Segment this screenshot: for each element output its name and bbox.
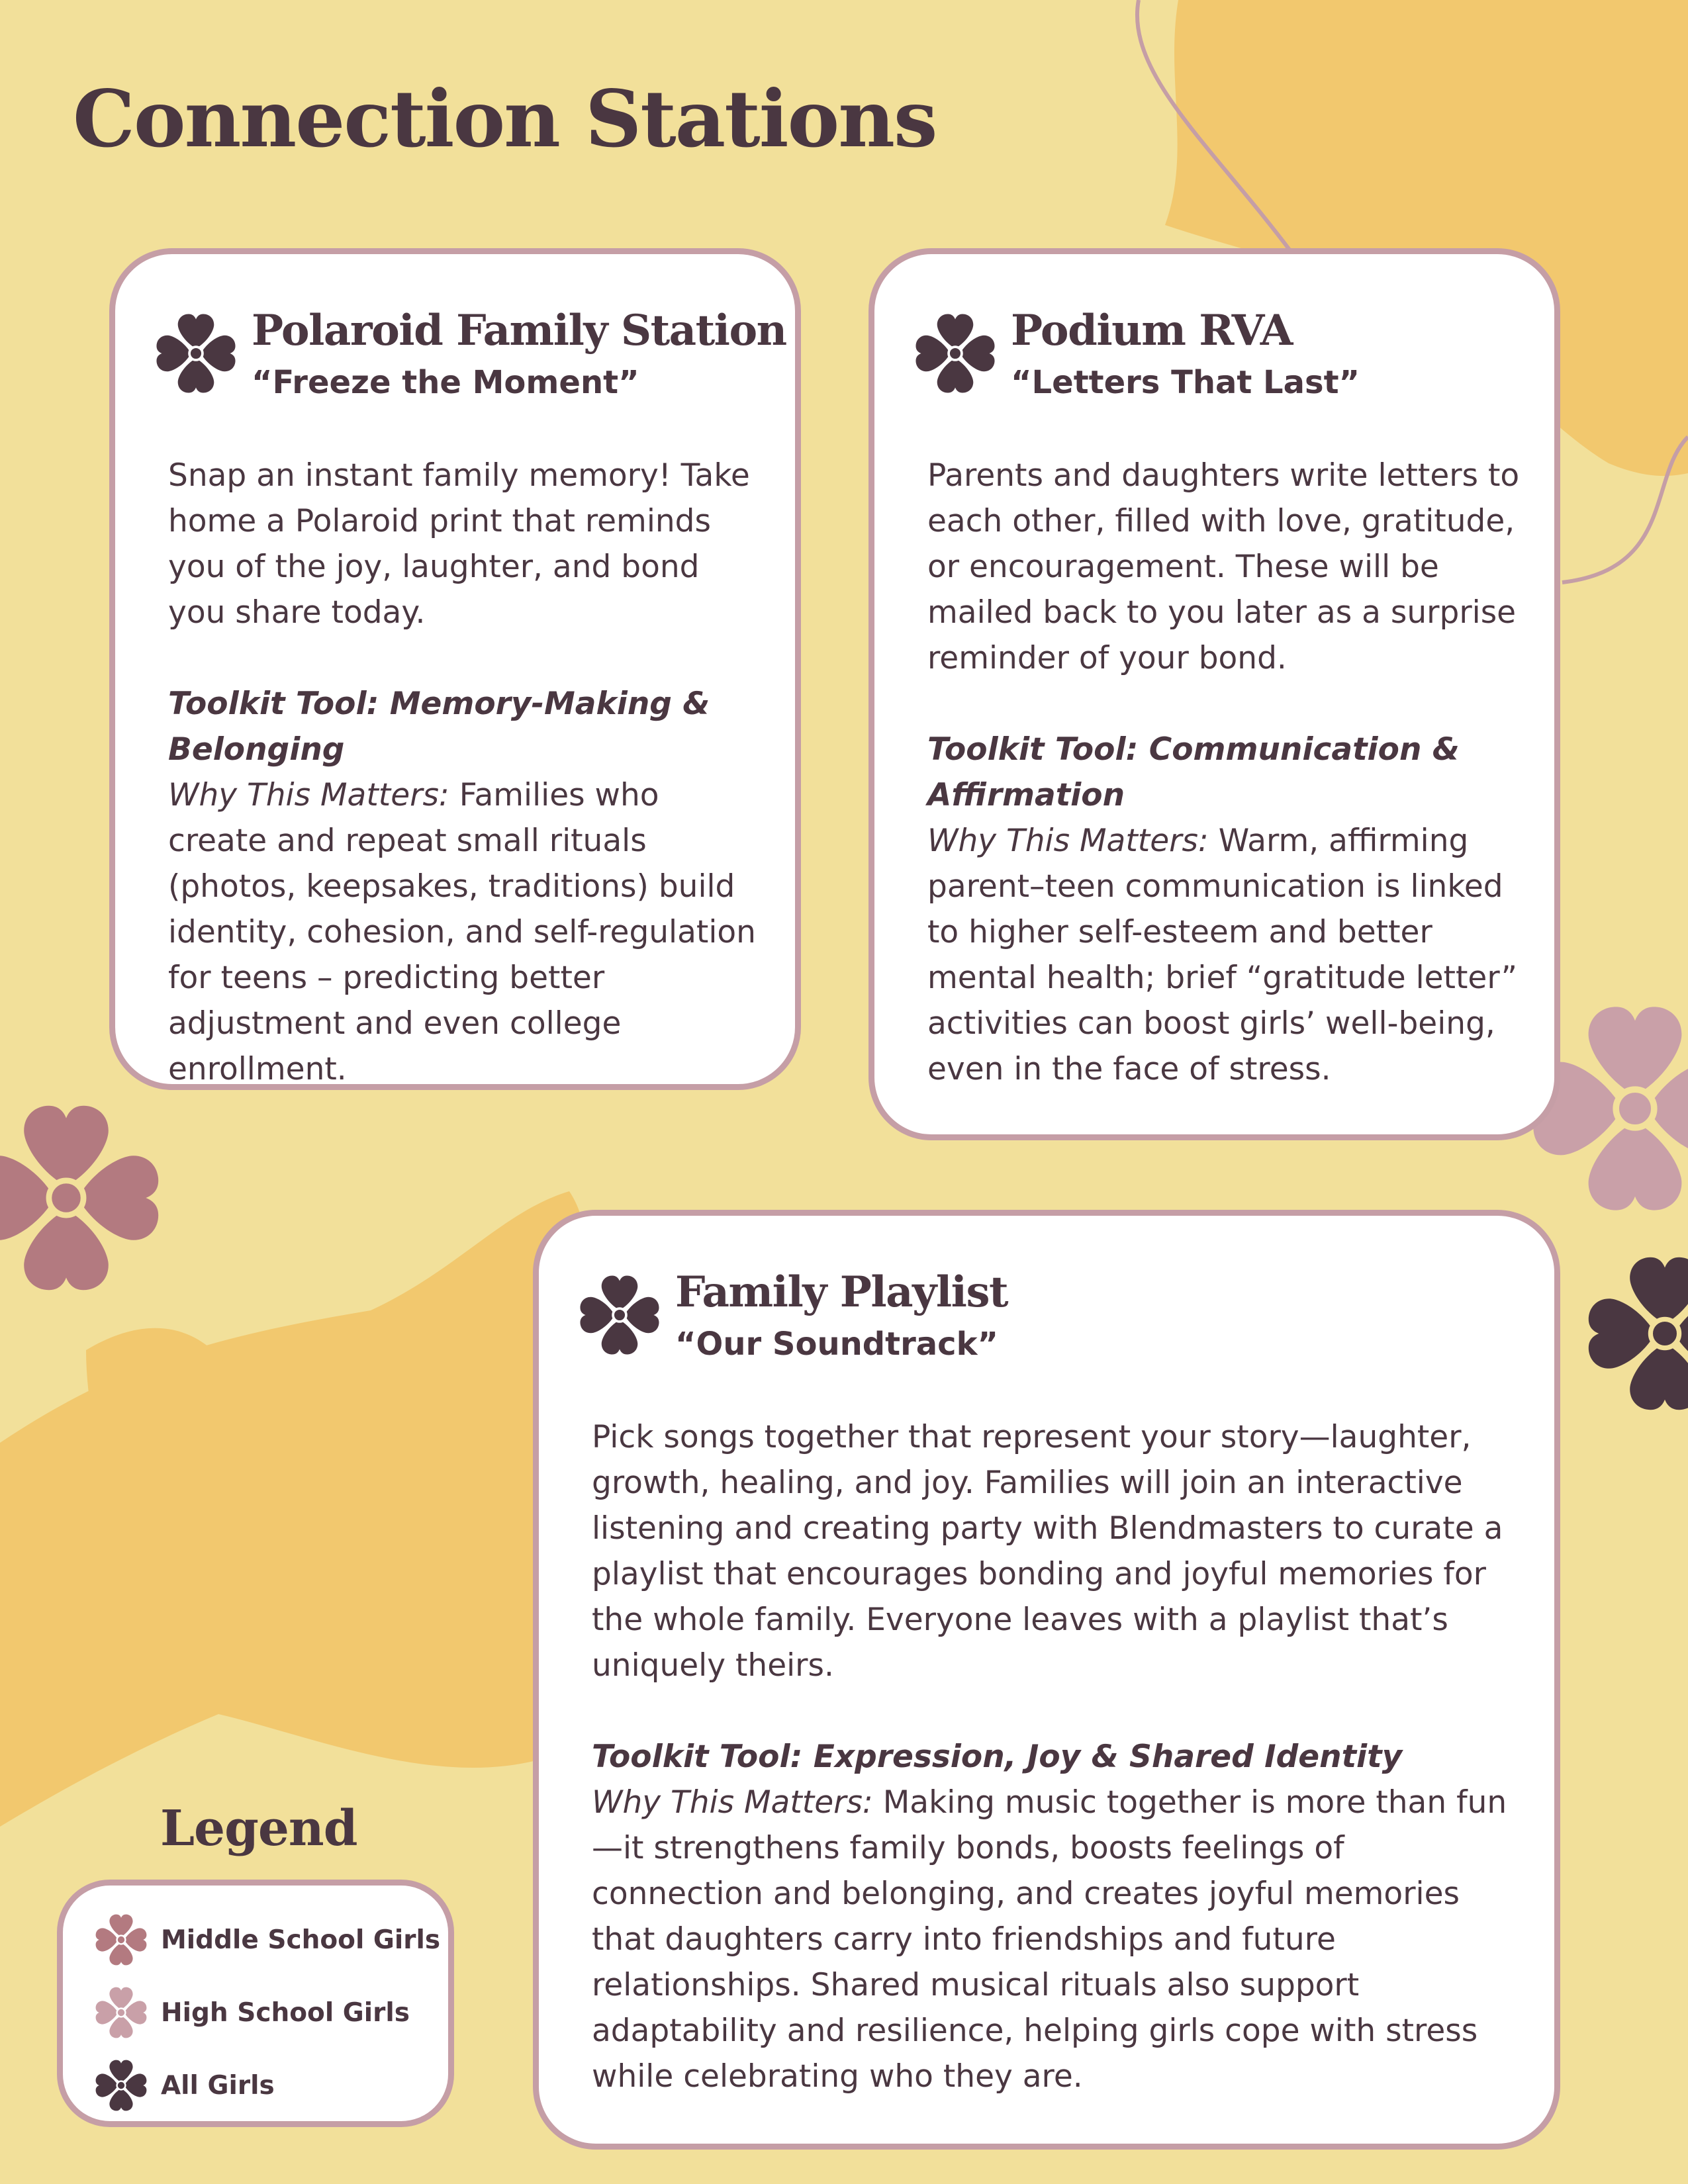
legend-item-middle-school <box>95 1913 440 1966</box>
why-text: Making music together is more than fun—it strengthens family bonds, boosts feelings of connection and belonging, and creates joyful memories that daughters carry into friendships and future relationships. Shared musical rituals also support adaptability and resilience, helping girls cope with stress while celebrating who they are. <box>592 1784 1507 2095</box>
station-card-polaroid <box>109 248 801 1090</box>
station-title: Family Playlist <box>675 1267 1008 1317</box>
station-card-podium <box>868 248 1560 1140</box>
station-card-playlist <box>533 1210 1560 2150</box>
toolkit-tool: Toolkit Tool: Communication & Affirmation <box>927 731 1460 813</box>
legend-label: Middle School Girls <box>161 1925 441 1955</box>
station-title: Polaroid Family Station <box>252 306 786 355</box>
station-subtitle: “Freeze the Moment” <box>252 364 639 401</box>
station-description: Pick songs together that represent your story—laughter, growth, healing, and joy. Families will join an interactive listening and creating party with Blendmasters to curate a playlist that encourages bonding and joyful memories for the whole family. Everyone leaves with a playlist that’s uniquely theirs. <box>592 1419 1503 1684</box>
flower-icon <box>155 312 237 394</box>
legend-item-high-school <box>95 1986 410 2039</box>
legend-title: Legend <box>160 1800 357 1857</box>
why-label: Why This Matters: <box>927 823 1209 859</box>
flower-icon <box>95 2059 148 2112</box>
flower-icon <box>579 1274 661 1356</box>
legend-box <box>57 1880 454 2127</box>
flower-icon <box>95 1986 148 2039</box>
station-description: Snap an instant family memory! Take home a Polaroid print that reminds you of the joy, laughter, and bond you share today. <box>168 457 750 631</box>
station-body <box>927 453 1523 1092</box>
page-title: Connection Stations <box>73 73 937 165</box>
legend-item-all-girls <box>95 2059 275 2112</box>
legend-label: All Girls <box>161 2070 275 2101</box>
why-label: Why This Matters: <box>168 777 449 813</box>
station-body <box>168 453 764 1092</box>
station-body <box>592 1414 1519 2099</box>
legend-label: High School Girls <box>161 1997 410 2028</box>
toolkit-tool: Toolkit Tool: Expression, Joy & Shared Identity <box>592 1739 1403 1775</box>
station-title: Podium RVA <box>1011 306 1292 355</box>
toolkit-tool: Toolkit Tool: Memory-Making & Belonging <box>168 686 710 768</box>
station-description: Parents and daughters write letters to each other, filled with love, gratitude, or encouragement. These will be mailed back to you later as a surprise reminder of your bond. <box>927 457 1520 676</box>
flower-icon <box>914 312 996 394</box>
station-subtitle: “Our Soundtrack” <box>675 1326 999 1363</box>
station-subtitle: “Letters That Last” <box>1011 364 1360 401</box>
why-label: Why This Matters: <box>592 1784 873 1821</box>
flower-decoration-left <box>0 1106 158 1290</box>
flower-decoration-right-dark <box>1589 1257 1688 1410</box>
why-text: Warm, affirming parent–teen communication is linked to higher self-esteem and better mental health; brief “gratitude letter” activities can boost girls’ well-being, even in the face of stress. <box>927 823 1517 1087</box>
why-text: Families who create and repeat small rituals (photos, keepsakes, traditions) build identity, cohesion, and self-regulation for teens – predicting better adjustment and even college enrollment. <box>168 777 756 1087</box>
flower-icon <box>95 1913 148 1966</box>
